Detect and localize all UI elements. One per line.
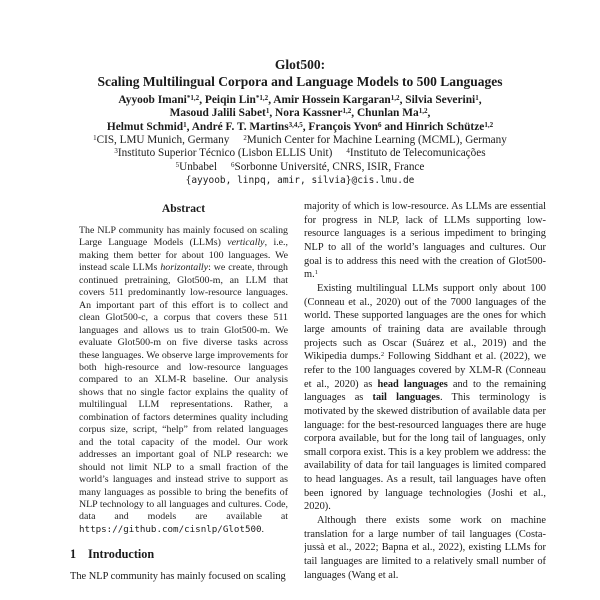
affiliation-line-2: $^3$Instituto Superior Técnico (Lisbon ELLIS Unit) $^4$Instituto de Telecomunicações xyxy=(114,147,486,160)
right-column xyxy=(304,200,546,594)
abstract-body: The NLP community has mainly focused on scaling Large Language Models (LLMs) vertically, i.e., making them better for about 100 languages. We instead scale LLMs horizontally: we create, through continued pretraining, Glot500-m, an LLM that covers 511 predominantly low-resource languages. An important part of this effort is to collect and clean Glot500-c, a corpus that covers these 511 languages and allows us to train Glot500-m. We evaluate Glot500-m on five diverse tasks across these languages. We observe large improvements for both high-resource and low-resource languages compared to an XLM-R baseline. Our analysis shows that no single factor explains the quality of multilingual LLM representations. Rather, a combination of factors determines quality including corpus size, script, “help” from related languages and the total capacity of the model. Our work addresses an important goal of NLP research: we should not limit NLP to a small fraction of the world’s languages and instead strive to support as many languages as possible to bring the benefits of NLP technology to all languages and cultures. Code, data and models are available at https://github.com/cisnlp/Glot500. xyxy=(79,225,288,535)
section-1-heading xyxy=(70,547,297,562)
paper-title-line2: Scaling Multilingual Corpora and Language Models to 500 Languages xyxy=(97,74,503,89)
paper-title-line1: Glot500: xyxy=(274,57,326,72)
author-emails: {ayyoob, linpq, amir, silvia}@cis.lmu.de xyxy=(185,174,415,186)
author-line-2: Masoud Jalili Sabet$^1$, Nora Kassner$^{1,2}$, Chunlan Ma$^{1,2}$, xyxy=(169,107,431,120)
right-column-paragraph-3: Although there exists some work on machine translation for a large number of tail languages (Costa-jussà et al., 2022; Bapna et al., 2022), existing LLMs for tail languages are limited to a relatively small number of languages (Wang et al. xyxy=(304,515,546,581)
affiliation-line-1: $^1$CIS, LMU Munich, Germany $^2$Munich Center for Machine Learning (MCML), Germany xyxy=(93,134,507,147)
github-link[interactable]: https://github.com/cisnlp/Glot500 xyxy=(79,523,262,535)
right-column-paragraph-2: Existing multilingual LLMs support only about 100 (Conneau et al., 2020) out of the 7000 languages of the world. These supported languages are the ones for which large amounts of training data are available through projects such as Oscar (Suárez et al., 2019) and the Wikipedia dumps.$^2$ Following Siddhant et al. (2022), we refer to the 100 languages covered by XLM-R (Conneau et al., 2020) as head languages and to the remaining languages as tail languages. This terminology is motivated by the skewed distribution of available data per language: for the best-resourced languages there are huge corpora available, but for the long tail of languages, only small corpora exist. This is a key problem we address: the availability of data for tail languages is limited compared to head languages. As a result, tail languages have often been ignored by language technologies (Joshi et al., 2020). xyxy=(304,282,546,513)
abstract-heading: Abstract xyxy=(161,202,206,215)
author-line-1: Ayyoob Imani$^{*1,2}$, Peiqin Lin$^{*1,2}$, Amir Hossein Kargaran$^{1,2}$, Silvia Severini$^1$, xyxy=(118,93,482,106)
affiliation-line-3: $^5$Unbabel $^6$Sorbonne Université, CNRS, ISIR, France xyxy=(175,160,425,173)
intro-paragraph-1: The NLP community has mainly focused on scaling xyxy=(70,571,286,583)
author-line-3: Helmut Schmid$^1$, André F. T. Martins$^{3,4,5}$, François Yvon$^6$ and Hinrich Schütze$^{1,2}$ xyxy=(106,120,494,133)
left-column xyxy=(70,200,297,584)
section-1-title: Introduction xyxy=(88,547,155,562)
paper-header xyxy=(0,56,600,187)
section-1-number: 1 xyxy=(70,547,77,562)
right-column-paragraph-1: majority of which is low-resource. As LLMs are essential for progress in NLP, lack of LLMs supporting low-resource languages is a serious impediment to bringing NLP to all of the world’s languages and cultures. Our goal is to address this need with the creation of Glot500-m.$^1$ xyxy=(304,201,546,281)
